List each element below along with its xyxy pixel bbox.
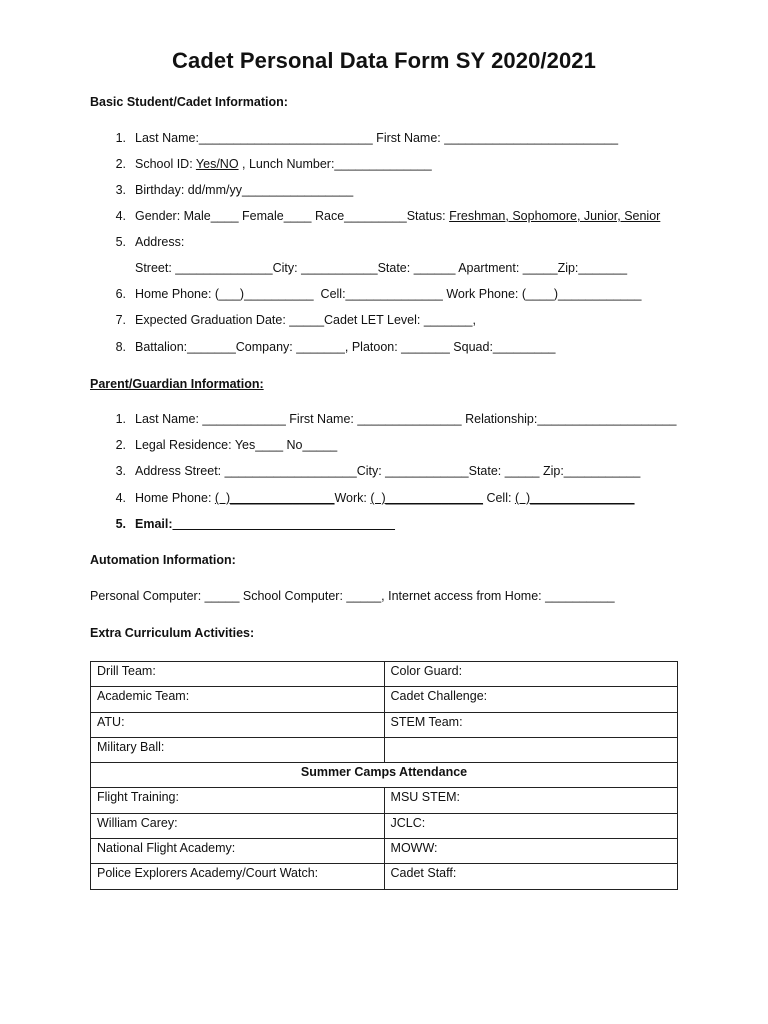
table-cell: National Flight Academy: bbox=[91, 839, 385, 864]
field-text: Cell: bbox=[482, 491, 515, 505]
table-cell: Flight Training: bbox=[91, 788, 385, 813]
table-cell bbox=[384, 737, 677, 762]
field-text: Battalion:_______Company: _______, Platoon: _______ Squad:_________ bbox=[135, 340, 556, 354]
table-row bbox=[91, 864, 678, 889]
table-row bbox=[91, 737, 678, 762]
form-title: Cadet Personal Data Form SY 2020/2021 bbox=[172, 48, 596, 73]
summer-camps-heading: Summer Camps Attendance bbox=[91, 763, 678, 788]
field-text: Email: bbox=[135, 517, 173, 531]
table-row bbox=[91, 662, 678, 687]
table-cell: Military Ball: bbox=[91, 737, 385, 762]
list-item-number: 6. bbox=[115, 287, 126, 301]
table-cell: Cadet Staff: bbox=[384, 864, 677, 889]
table-cell: MSU STEM: bbox=[384, 788, 677, 813]
table-cell: Cadet Challenge: bbox=[384, 687, 677, 712]
field-text: Last Name: ____________ First Name: _______________ Relationship:____________________ bbox=[135, 412, 677, 426]
list-item-text bbox=[135, 464, 640, 478]
list-item-number: 5. bbox=[115, 235, 126, 249]
field-text: Address Street: ___________________City: ____________State: _____ Zip:___________ bbox=[135, 464, 641, 478]
table-row bbox=[91, 788, 678, 813]
table-row bbox=[91, 839, 678, 864]
field-text: Legal Residence: Yes____ No_____ bbox=[135, 438, 338, 452]
table-cell: Drill Team: bbox=[91, 662, 385, 687]
field-text: ( )_______________ bbox=[214, 491, 335, 505]
table-cell: JCLC: bbox=[384, 813, 677, 838]
list-item-text bbox=[135, 183, 353, 197]
field-text: , Lunch Number:______________ bbox=[238, 157, 432, 171]
field-text: Work: bbox=[334, 491, 371, 505]
field-text: Yes/NO bbox=[195, 157, 239, 171]
list-item-text bbox=[135, 517, 395, 531]
list-item-number: 3. bbox=[115, 464, 126, 478]
list-item-text bbox=[135, 287, 641, 301]
table-cell: STEM Team: bbox=[384, 712, 677, 737]
field-text: ( )_______________ bbox=[514, 491, 635, 505]
field-text: Address: bbox=[135, 235, 185, 249]
table-cell: MOWW: bbox=[384, 839, 677, 864]
table-row bbox=[91, 763, 678, 788]
field-text: ________________________________ bbox=[172, 517, 395, 531]
list-item-text bbox=[135, 412, 676, 426]
field-text: School ID: bbox=[135, 157, 196, 171]
table-row bbox=[91, 712, 678, 737]
field-text: Gender: Male____ Female____ Race_________Status: bbox=[135, 209, 450, 223]
field-text: Freshman, Sophomore, Junior, Senior bbox=[449, 209, 661, 223]
list-item-number: 1. bbox=[115, 412, 126, 426]
table-cell: William Carey: bbox=[91, 813, 385, 838]
list-item-text bbox=[135, 340, 556, 354]
list-item-number: 4. bbox=[115, 209, 126, 223]
basic-info-heading: Basic Student/Cadet Information: bbox=[90, 95, 288, 109]
field-text: Home Phone: bbox=[135, 491, 215, 505]
table-row bbox=[91, 813, 678, 838]
list-item-number: 1. bbox=[115, 131, 126, 145]
list-item-text bbox=[135, 235, 184, 249]
list-item-number: 7. bbox=[115, 313, 126, 327]
table-cell: Academic Team: bbox=[91, 687, 385, 712]
table-row bbox=[91, 687, 678, 712]
extra-activities-heading: Extra Curriculum Activities: bbox=[90, 626, 255, 640]
list-item-text bbox=[135, 209, 660, 223]
list-item-number: 2. bbox=[115, 438, 126, 452]
list-item-text bbox=[135, 438, 337, 452]
list-item-number: 8. bbox=[115, 340, 126, 354]
list-item-number: 2. bbox=[115, 157, 126, 171]
automation-line: Personal Computer: _____ School Computer: _____, Internet access from Home: __________ bbox=[90, 589, 615, 603]
field-text: Home Phone: (___)__________ Cell:______________ Work Phone: (____)____________ bbox=[135, 287, 642, 301]
list-item-text bbox=[135, 313, 476, 327]
list-item-number: 4. bbox=[115, 491, 126, 505]
field-text: Birthday: dd/mm/yy________________ bbox=[135, 183, 354, 197]
activities-table bbox=[90, 661, 678, 890]
list-item-text bbox=[135, 491, 635, 505]
parent-info-heading: Parent/Guardian Information: bbox=[90, 377, 264, 391]
field-text: Street: ______________City: ___________State: ______ Apartment: _____Zip:_______ bbox=[135, 261, 628, 275]
field-text: ( )______________ bbox=[370, 491, 483, 505]
field-text: Last Name:_________________________ First Name: _________________________ bbox=[135, 131, 619, 145]
table-cell: ATU: bbox=[91, 712, 385, 737]
list-item-text bbox=[135, 261, 627, 275]
list-item-number: 3. bbox=[115, 183, 126, 197]
field-text: Expected Graduation Date: _____Cadet LET Level: _______, bbox=[135, 313, 476, 327]
automation-heading: Automation Information: bbox=[90, 553, 236, 567]
list-item-text bbox=[135, 157, 432, 171]
list-item-number: 5. bbox=[115, 517, 126, 531]
table-cell: Color Guard: bbox=[384, 662, 677, 687]
list-item-text bbox=[135, 131, 618, 145]
table-cell: Police Explorers Academy/Court Watch: bbox=[91, 864, 385, 889]
